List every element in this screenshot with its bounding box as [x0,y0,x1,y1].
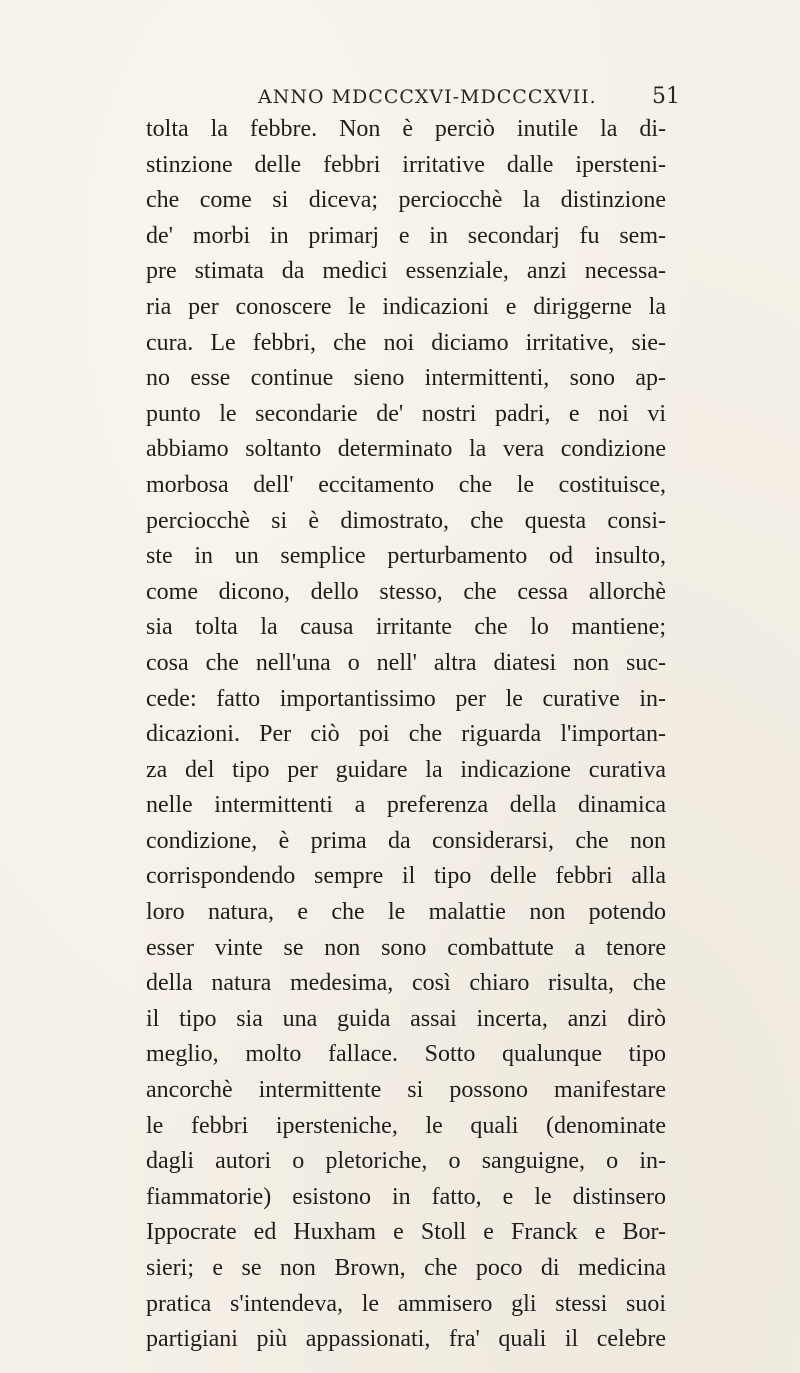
text-line: cede: fatto importantissimo per le curative in- [146,685,666,712]
text-line: le febbri ipersteniche, le quali (denominate [146,1112,666,1139]
text-line: pratica s'intendeva, le ammisero gli stessi suoi [146,1290,666,1317]
text-line: nelle intermittenti a preferenza della dinamica [146,792,666,819]
text-line: condizione, è prima da considerarsi, che non [146,827,666,854]
text-line: punto le secondarie de' nostri padri, e noi vi [146,400,666,427]
text-line: sieri; e se non Brown, che poco di medicina [146,1255,666,1281]
text-line: no esse continue sieno intermittenti, sono ap- [146,365,666,392]
text-line: cura. Le febbri, che noi diciamo irritative, sie- [146,329,666,356]
page-number: 51 [652,84,680,109]
text-line: de' morbi in primarj e in secondarj fu sem- [146,222,666,249]
text-line: cosa che nell'una o nell' altra diatesi non suc- [146,649,666,676]
text-line: abbiamo soltanto determinato la vera condizione [146,436,666,463]
text-line: ancorchè intermittente si possono manifestare [146,1077,666,1104]
text-line: morbosa dell' eccitamento che le costituisce, [146,471,666,498]
text-line: dagli autori o pletoriche, o sanguigne, o in- [146,1148,666,1175]
text-line: come dicono, dello stesso, che cessa allorchè [146,578,666,605]
text-line: della natura medesima, così chiaro risulta, che [146,970,666,997]
text-line: esser vinte se non sono combattute a tenore [146,934,666,961]
text-line: ria per conoscere le indicazioni e diriggerne la [146,293,666,320]
text-line: Ippocrate ed Huxham e Stoll e Franck e Bor- [146,1219,666,1246]
text-line: il tipo sia una guida assai incerta, anzi dirò [146,1005,666,1032]
text-line: loro natura, e che le malattie non potendo [146,899,666,926]
text-line: corrispondendo sempre il tipo delle febbri alla [146,863,666,890]
text-line: stinzione delle febbri irritative dalle ipersteni- [146,151,666,178]
text-line: perciocchè si è dimostrato, che questa consi- [146,507,666,534]
text-line: tolta la febbre. Non è perciò inutile la di- [146,116,666,142]
body-text [146,112,666,1358]
text-line: pre stimata da medici essenziale, anzi necessa- [146,258,666,285]
text-line: za del tipo per guidare la indicazione curativa [146,756,666,783]
text-line: sia tolta la causa irritante che lo mantiene; [146,614,666,641]
text-line: ste in un semplice perturbamento od insulto, [146,543,666,570]
running-head: ANNO MDCCCXVI-MDCCCXVII. [258,86,597,108]
text-line: dicazioni. Per ciò poi che riguarda l'importan- [146,721,666,748]
text-line: che come si diceva; perciocchè la distinzione [146,187,666,214]
text-line: meglio, molto fallace. Sotto qualunque tipo [146,1041,666,1068]
text-line: partigiani più appassionati, fra' quali il celebre [146,1326,666,1353]
text-line: fiammatorie) esistono in fatto, e le distinsero [146,1183,666,1210]
